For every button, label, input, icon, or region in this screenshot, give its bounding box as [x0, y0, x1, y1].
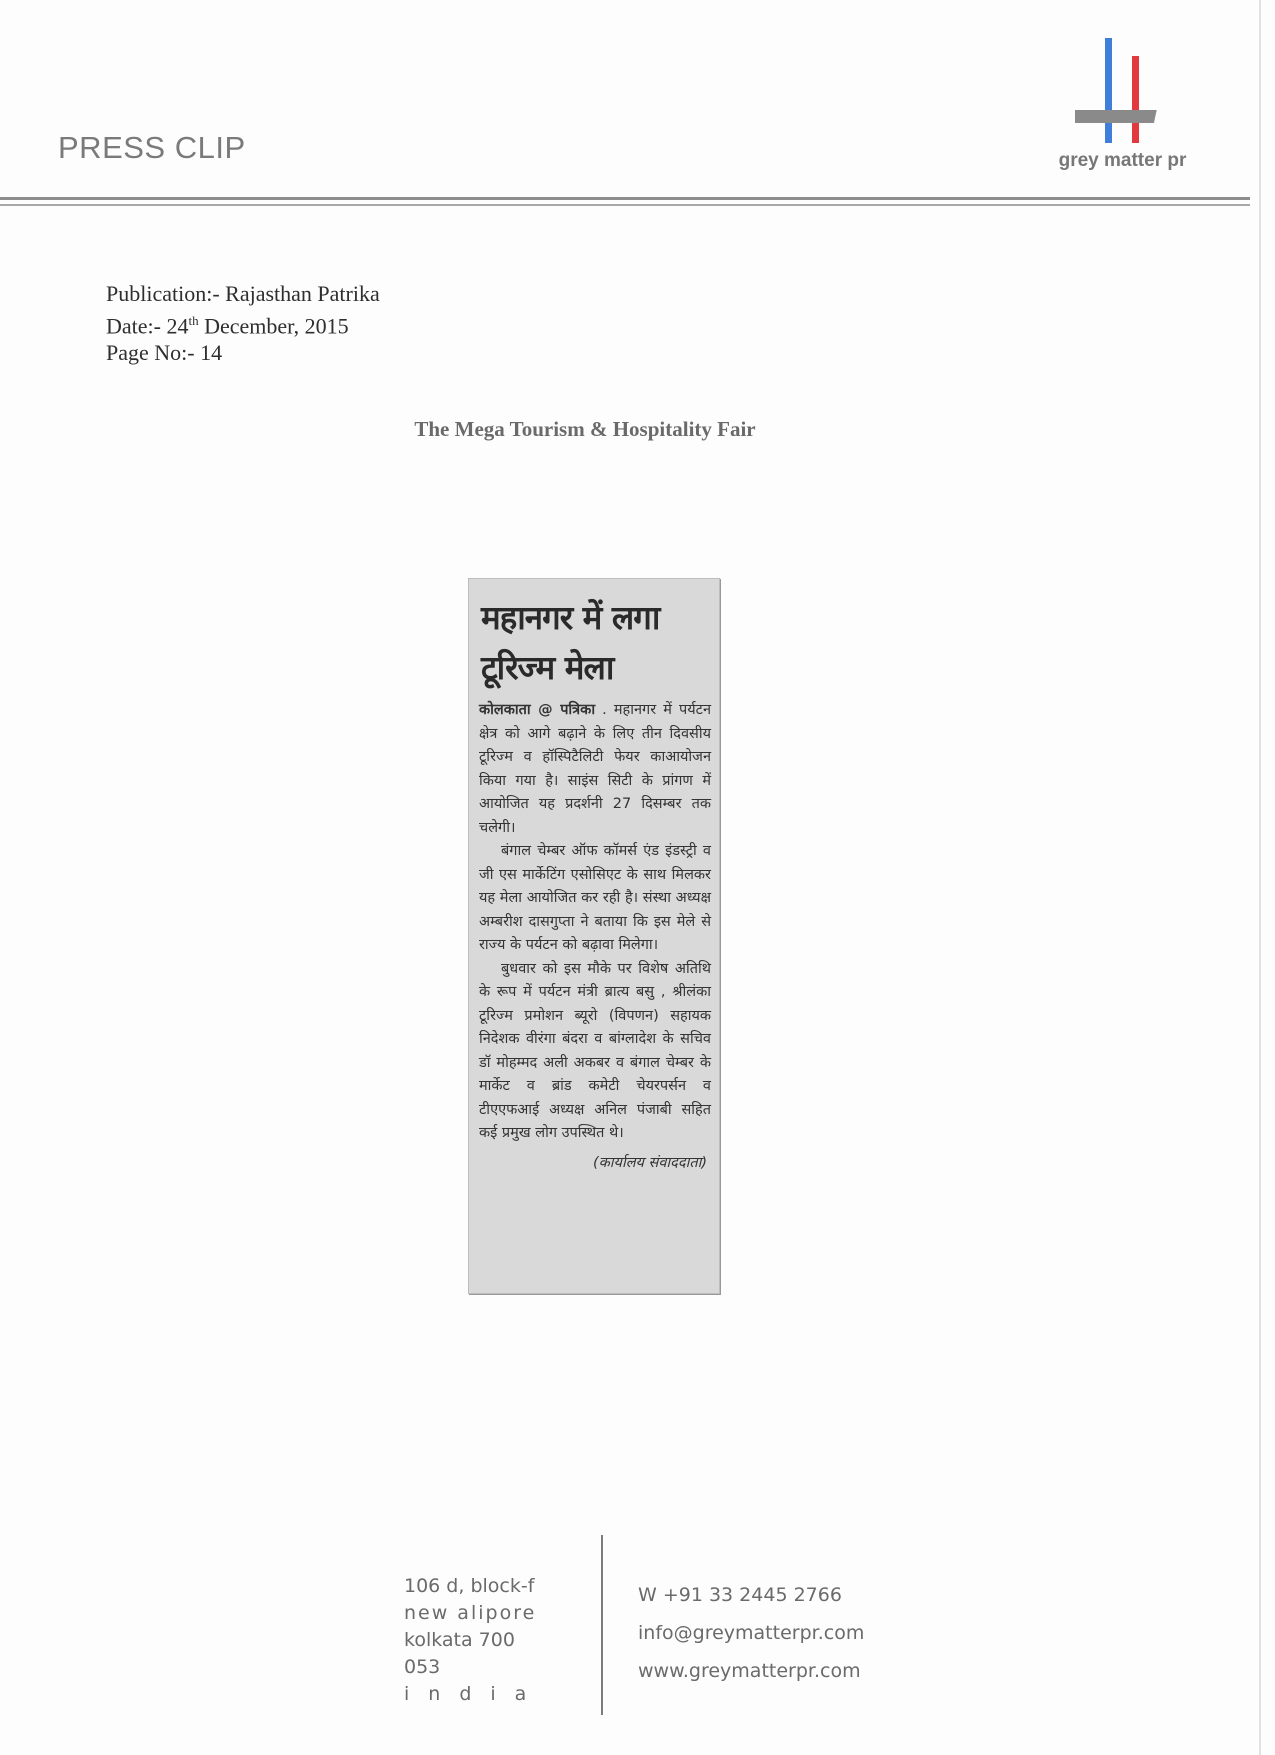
email-link[interactable]: info@greymatterpr.com: [638, 1622, 865, 1644]
clipping-headline: [481, 593, 711, 693]
publication-info: [106, 280, 380, 366]
footer-address: [404, 1573, 554, 1708]
clipping-credit: (कार्यालय संवाददाता): [592, 1154, 707, 1171]
company-logo: [1050, 30, 1195, 180]
paragraph-3: बुधवार को इस मौके पर विशेष अतिथि के रूप में पर्यटन मंत्री ब्रात्य बसु , श्रीलंका टूरिज्म प्रमोशन ब्यूरो (विपणन) सहायक निदेशक वीरंगा बंदरा व बांग्लादेश के सचिव डॉ मोहम्मद अली अकबर व बंगाल चेम्बर के मार्केट व ब्रांड कमेटी चेयरपर्सन व टीएएफआई अध्यक्ष अनिल पंजाबी सहित कई प्रमुख लोग उपस्थित थे।: [479, 960, 711, 1141]
date-line: [106, 307, 380, 339]
date-suffix-ordinal: th: [188, 313, 199, 328]
phone-number: W +91 33 2445 2766: [638, 1584, 842, 1606]
newspaper-clipping: [468, 578, 720, 1294]
footer-contact: [638, 1576, 864, 1690]
publication-line: Publication:- Rajasthan Patrika: [106, 281, 380, 306]
press-clip-label: PRESS CLIP: [58, 130, 246, 165]
header-rule-secondary: [0, 204, 1250, 206]
date-prefix: Date:- 24: [106, 313, 189, 339]
address-line: 106 d, block-f: [404, 1575, 535, 1597]
header-rule: [0, 197, 1250, 200]
paragraph-2: बंगाल चेम्बर ऑफ कॉमर्स एंड इंडस्ट्री व जी एस मार्केटिंग एसोसिएट के साथ मिलकर यह मेला आयोजित कर रही है। संस्था अध्यक्ष अम्बरीश दासगुप्ता ने बताया कि इस मेले से राज्य के पर्यटन को बढ़ावा मिलेगा।: [479, 843, 711, 953]
address-line: kolkata 700 053: [404, 1629, 515, 1678]
page-edge: [1259, 0, 1261, 1755]
footer-divider: [601, 1535, 603, 1715]
paragraph-1: [479, 699, 711, 840]
address-line: new alipore: [404, 1602, 537, 1624]
date-rest: December, 2015: [198, 313, 349, 339]
fair-title: The Mega Tourism & Hospitality Fair: [414, 417, 756, 441]
headline-line-1: महानगर में लगा: [481, 598, 660, 637]
website-link[interactable]: www.greymatterpr.com: [638, 1660, 861, 1682]
headline-line-2: टूरिज्म मेला: [481, 648, 614, 687]
logo-text: grey matter pr: [1058, 150, 1187, 171]
clipping-body: [479, 699, 711, 1146]
page-number-line: Page No:- 14: [106, 340, 223, 366]
address-line: india: [404, 1683, 546, 1705]
paragraph-1-text: . महानगर में पर्यटन क्षेत्र को आगे बढ़ाने के लिए तीन दिवसीय टूरिज्म व हॉस्पिटैलिटी फेयर काआयोजन किया गया है। साइंस सिटी के प्रांगण में आयोजित यह प्रदर्शनी 27 दिसम्बर तक चलेगी।: [479, 702, 711, 836]
logo-mark-icon: [1075, 38, 1175, 148]
dateline: कोलकाता @ पत्रिका: [479, 702, 596, 718]
